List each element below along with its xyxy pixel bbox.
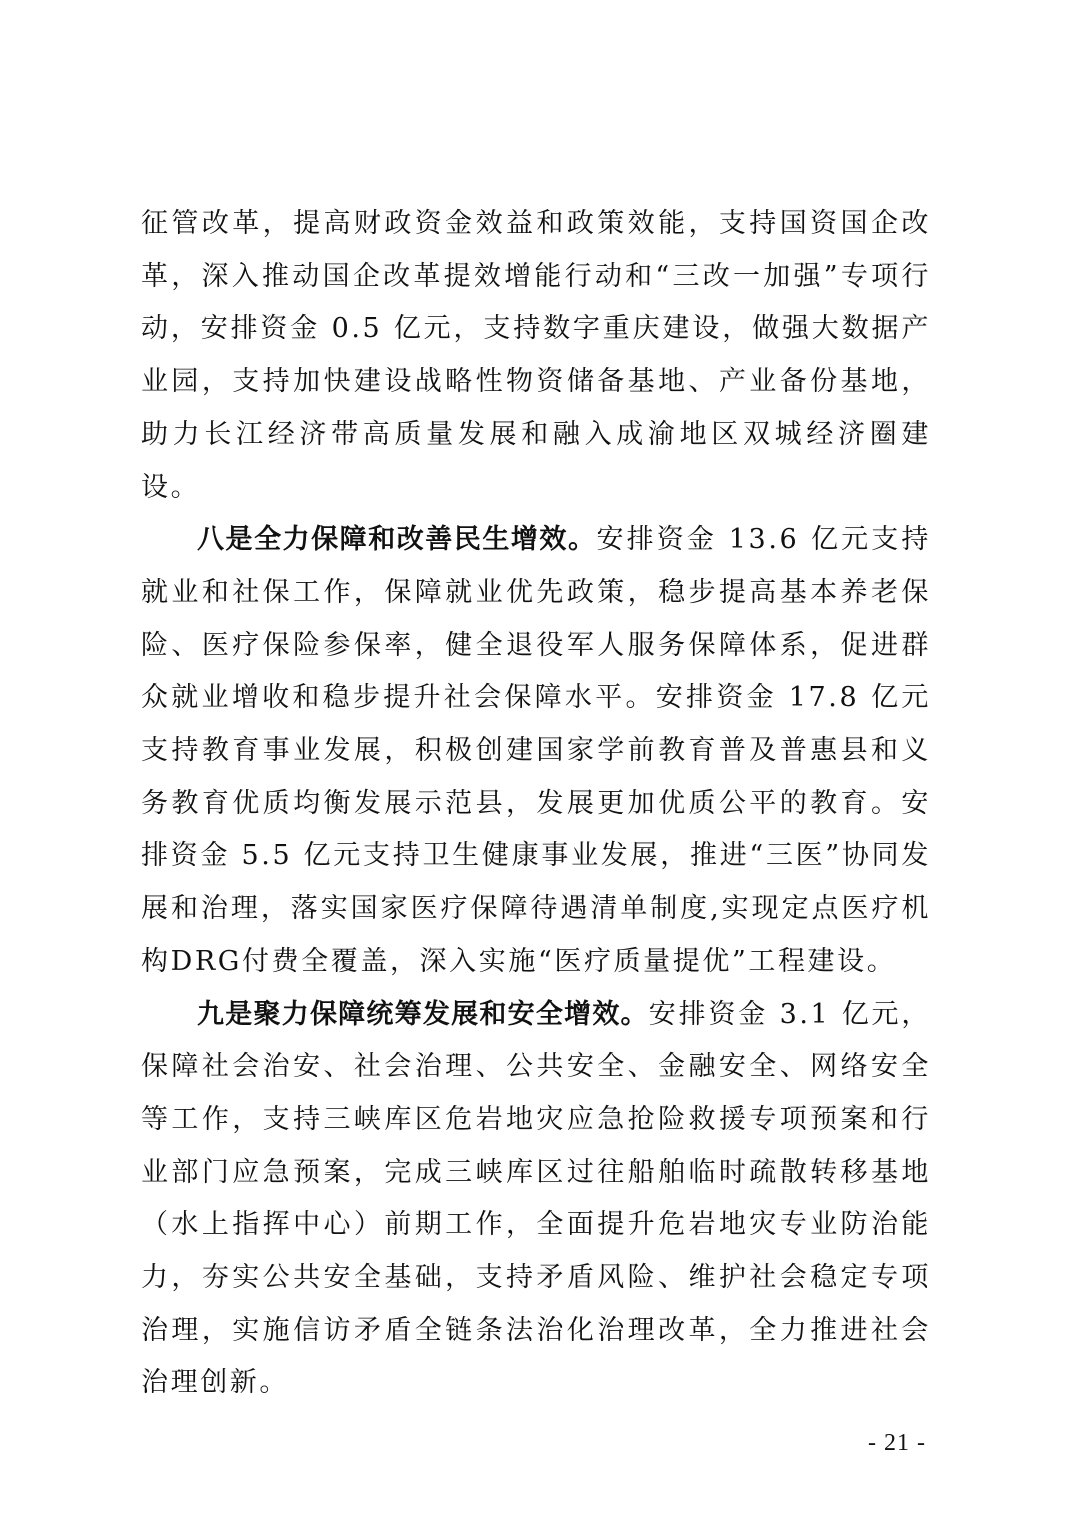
body-text (141, 198, 931, 1410)
paragraph-lead-heading: 九是聚力保障统筹发展和安全增效。 (197, 998, 649, 1030)
paragraph-eight (141, 514, 931, 988)
page-number: - 21 - (868, 1430, 926, 1456)
paragraph-text: 安排资金 13.6 亿元支持就业和社保工作，保障就业优先政策，稳步提高基本养老保险、医疗保险参保率，健全退役军人服务保障体系，促进群众就业增收和稳步提升社会保障水平。安排资金 17.8 亿元支持教育事业发展，积极创建国家学前教育普及普惠县和义务教育优质均衡发展示范县，发展更加优质公平的教育。安排资金 5.5 亿元支持卫生健康事业发展，推进“三医”协同发展和治理，落实国家医疗保障待遇清单制度,实现定点医疗机构DRG付费全覆盖，深入实施“医疗质量提优”工程建设。 (141, 524, 931, 977)
paragraph-text: 安排资金 3.1 亿元，保障社会治安、社会治理、公共安全、金融安全、网络安全等工作，支持三峡库区危岩地灾应急抢险救援专项预案和行业部门应急预案，完成三峡库区过往船舶临时疏散转移基地（水上指挥中心）前期工作，全面提升危岩地灾专业防治能力，夯实公共安全基础，支持矛盾风险、维护社会稳定专项治理，实施信访矛盾全链条法治化治理改革，全力推进社会治理创新。 (141, 998, 931, 1399)
paragraph-lead-heading: 八是全力保障和改善民生增效。 (197, 524, 597, 556)
paragraph-nine (141, 989, 931, 1411)
paragraph-text: 征管改革，提高财政资金效益和政策效能，支持国资国企改革，深入推动国企改革提效增能行动和“三改一加强”专项行动，安排资金 0.5 亿元，支持数字重庆建设，做强大数据产业园，支持加快建设战略性物资储备基地、产业备份基地，助力长江经济带高质量发展和融入成渝地区双城经济圈建设。 (141, 208, 931, 503)
paragraph-continued (141, 198, 931, 514)
